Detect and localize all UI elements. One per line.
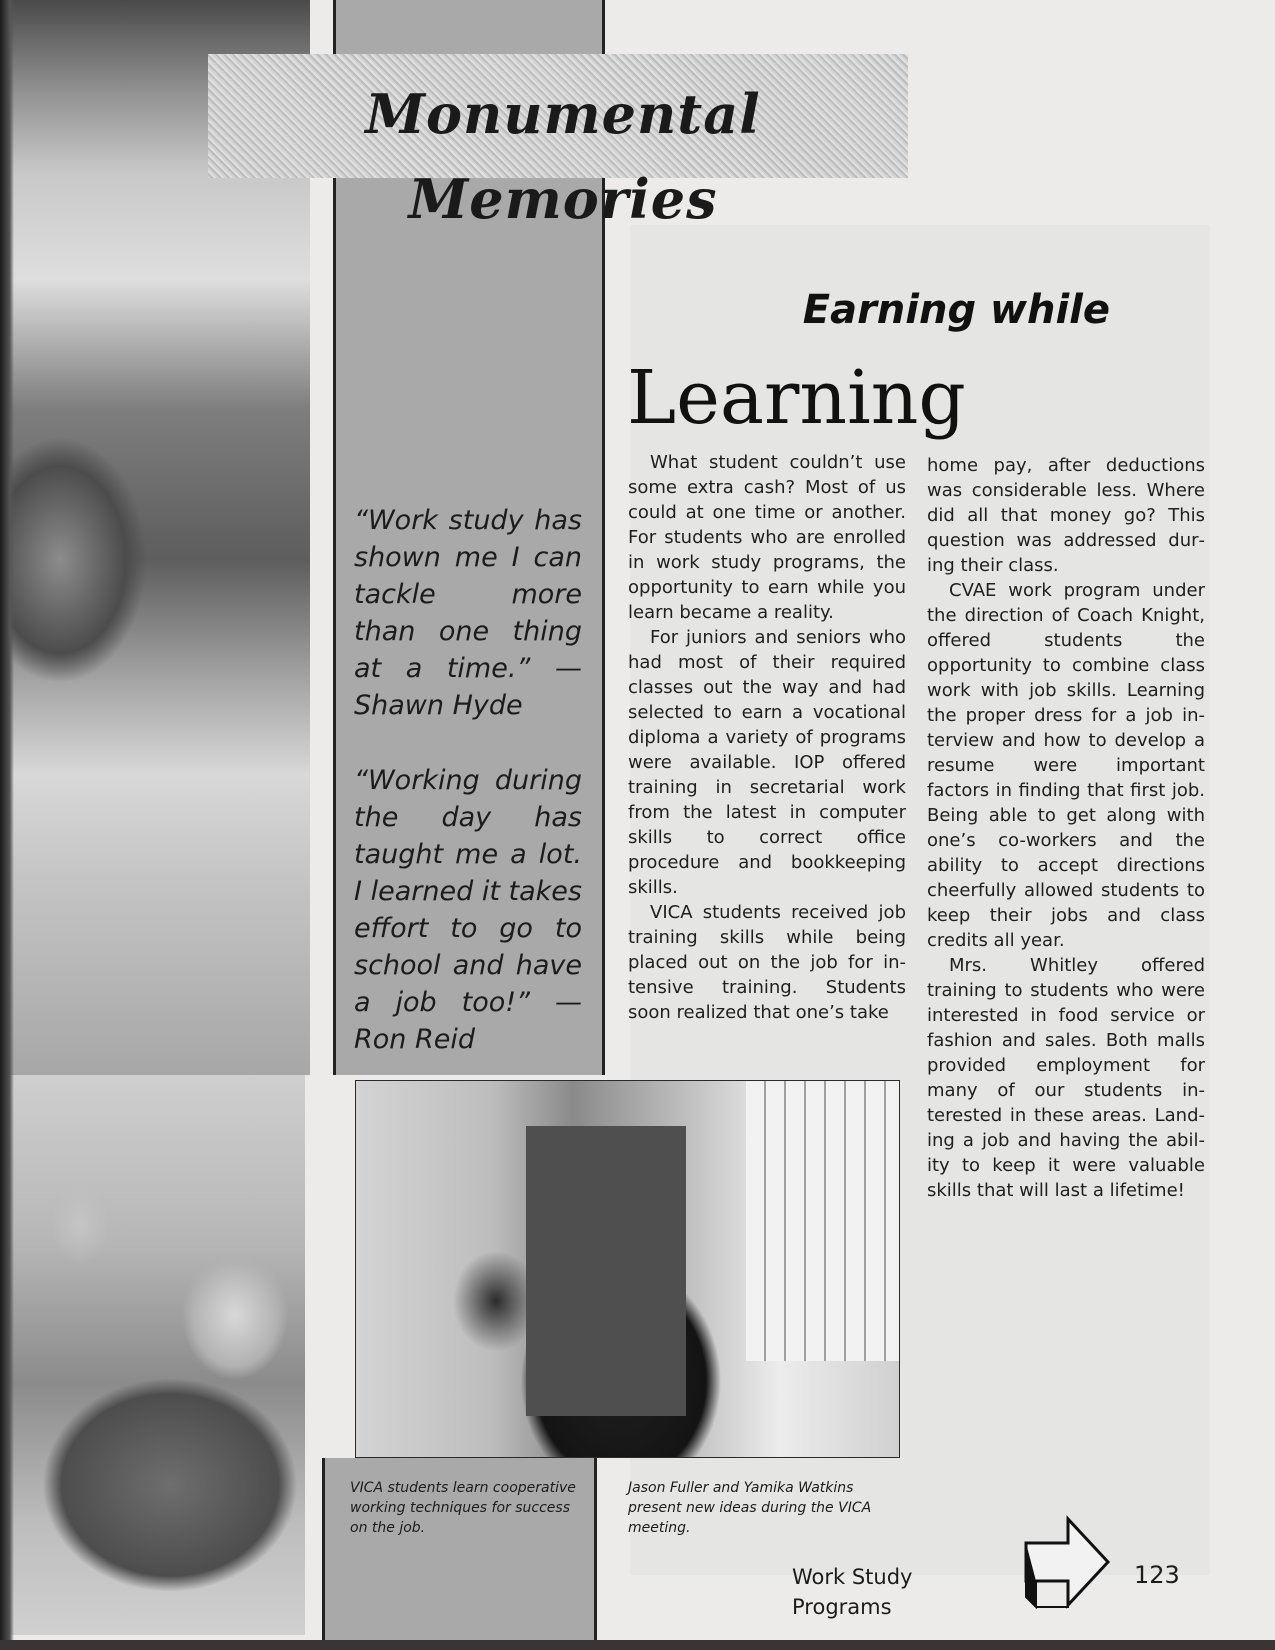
article-paragraph: VICA students received job training skills while being placed out on the job for intensive training. Students soon realized that one’s take xyxy=(628,902,906,1023)
article-column-right xyxy=(927,453,1205,1203)
section-label: Work Study Programs xyxy=(792,1565,913,1619)
page-number: 123 xyxy=(1134,1561,1180,1589)
headline-kicker: Earning while xyxy=(802,287,1110,333)
vica-classroom-photo xyxy=(0,1075,305,1635)
article-paragraph: Mrs. Whitley offered training to students who were interested in food service or fashion and sales. Both malls provided employment for many of our students interested in these areas. Landing a job and having the ability to keep it were valuable skills that will last a lifetime! xyxy=(927,955,1205,1201)
photo-door xyxy=(526,1126,686,1416)
page-bottom-edge xyxy=(0,1640,1275,1650)
pull-quote: “Working during the day has taught me a lot. I learned it takes effort to go to school and have a job too!” — Ron Reid xyxy=(354,765,582,1055)
article-column-left xyxy=(628,450,906,1025)
vica-meeting-photo xyxy=(355,1080,900,1458)
photo-window xyxy=(746,1081,900,1361)
photo-caption: VICA students learn cooperative working techniques for success on the job. xyxy=(350,1480,576,1536)
headline: Learning xyxy=(627,355,966,441)
page-spine-shadow xyxy=(0,0,14,1650)
article-paragraph: What student couldn’t use some extra cash? Most of us could at one time or another. For students who are enrolled in work study programs, the opportunity to earn while you learn became a reality. xyxy=(628,452,906,623)
arrow-right-icon xyxy=(1022,1515,1112,1610)
article-paragraph: home pay, after deductions was considerable less. Where did all that money go? This question was addressed during their class. xyxy=(927,455,1205,576)
pull-quote: “Work study has shown me I can tackle more than one thing at a time.” — Shawn Hyde xyxy=(354,505,582,721)
article-paragraph: For juniors and seniors who had most of their required classes out the way and had selected to earn a vocational diploma a variety of programs were available. IOP offered training in secretarial work from the latest in computer skills to correct office procedure and bookkeeping skills. xyxy=(628,627,906,898)
page-title: Monumental Memories xyxy=(365,82,761,231)
article-paragraph: CVAE work program under the direction of Coach Knight, offered students the opportunity to combine class work with job skills. Learning the proper dress for a job interview and how to develop a resume were important factors in finding that first job. Being able to get along with one’s co-workers and the ability to accept directions cheerfully allowed students to keep their jobs and class credits all year. xyxy=(927,580,1205,951)
photo-caption: Jason Fuller and Yamika Watkins present new ideas during the VICA meeting. xyxy=(628,1480,872,1536)
